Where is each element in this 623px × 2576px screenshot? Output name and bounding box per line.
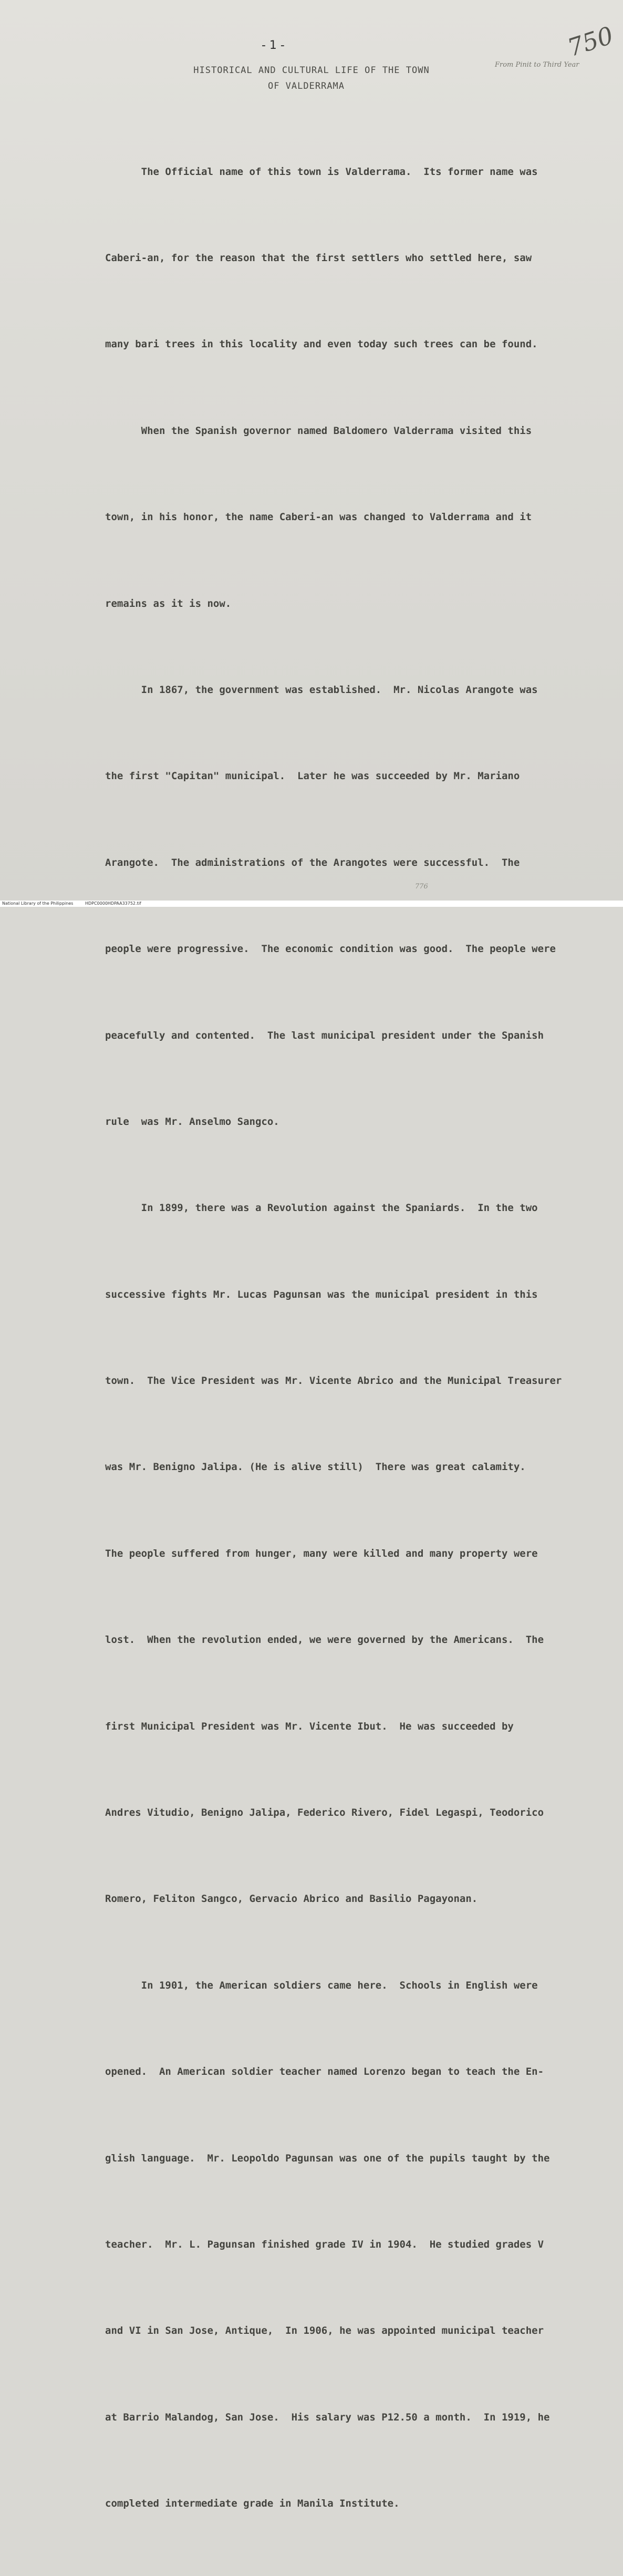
text-line: Caberi-an, for the reason that the first settlers who settled here, saw bbox=[105, 252, 532, 264]
text-line: In 1901, the American soldiers came here. Schools in English were bbox=[105, 1979, 538, 1991]
text-line: Romero, Feliton Sangco, Gervacio Abrico and Basilio Pagayonan. bbox=[105, 1893, 478, 1905]
text-line: was Mr. Benigno Jalipa. (He is alive still) There was great calamity. bbox=[105, 1461, 526, 1473]
scan-footer bbox=[0, 901, 623, 907]
text-line: peacefully and contented. The last municipal president under the Spanish bbox=[105, 1029, 544, 1041]
body-text bbox=[105, 100, 588, 2576]
text-line: completed intermediate grade in Manila Institute. bbox=[105, 2498, 400, 2510]
text-line: In 1899, there was a Revolution against the Spaniards. In the two bbox=[105, 1202, 538, 1214]
text-line: The people suffered from hunger, many were killed and many property were bbox=[105, 1547, 538, 1559]
text-line: The Official name of this town is Valderrama. Its former name was bbox=[105, 165, 538, 178]
text-line: first Municipal President was Mr. Vicente Ibut. He was succeeded by bbox=[105, 1720, 514, 1732]
margin-note: From Pinit to Third Year bbox=[495, 61, 579, 69]
text-line: people were progressive. The economic condition was good. The people were bbox=[105, 943, 556, 955]
text-line: opened. An American soldier teacher named Lorenzo began to teach the En- bbox=[105, 2066, 544, 2078]
document-title: HISTORICAL AND CULTURAL LIFE OF THE TOWN bbox=[193, 65, 430, 76]
file-name: HDPC0000HDPAA33752.tif bbox=[85, 901, 141, 906]
document-subtitle: OF VALDERRAMA bbox=[267, 81, 345, 91]
text-line: many bari trees in this locality and even today such trees can be found. bbox=[105, 338, 538, 350]
text-line: Andres Vitudio, Benigno Jalipa, Federico Rivero, Fidel Legaspi, Teodorico bbox=[105, 1807, 544, 1819]
text-line: town. The Vice President was Mr. Vicente Abrico and the Municipal Treasurer bbox=[105, 1375, 562, 1387]
text-line: remains as it is now. bbox=[105, 597, 232, 609]
text-line: and VI in San Jose, Antique, In 1906, he was appointed municipal teacher bbox=[105, 2325, 544, 2337]
text-line: Arangote. The administrations of the Arangotes were successful. The bbox=[105, 856, 520, 868]
text-line: town, in his honor, the name Caberi-an was changed to Valderrama and it bbox=[105, 511, 532, 523]
folio-number: 750 bbox=[564, 20, 617, 63]
text-line: teacher. Mr. L. Pagunsan finished grade IV in 1904. He studied grades V bbox=[105, 2238, 544, 2250]
text-line: at Barrio Malandog, San Jose. His salary was P12.50 a month. In 1919, he bbox=[105, 2411, 550, 2423]
text-line: When the Spanish governor named Baldomero Valderrama visited this bbox=[105, 425, 532, 437]
bottom-note: 776 bbox=[415, 883, 428, 891]
text-line: successive fights Mr. Lucas Pagunsan was the municipal president in this bbox=[105, 1288, 538, 1300]
text-line: glish language. Mr. Leopoldo Pagunsan was one of the pupils taught by the bbox=[105, 2152, 550, 2164]
text-line: lost. When the revolution ended, we were governed by the Americans. The bbox=[105, 1634, 544, 1646]
text-line: the first "Capitan" municipal. Later he was succeeded by Mr. Mariano bbox=[105, 770, 520, 782]
text-line: rule was Mr. Anselmo Sangco. bbox=[105, 1115, 279, 1127]
page-number: - 1 - bbox=[262, 39, 285, 52]
text-line: In 1867, the government was established. Mr. Nicolas Arangote was bbox=[105, 684, 538, 696]
library-credit: National Library of the Philippines bbox=[2, 901, 74, 906]
